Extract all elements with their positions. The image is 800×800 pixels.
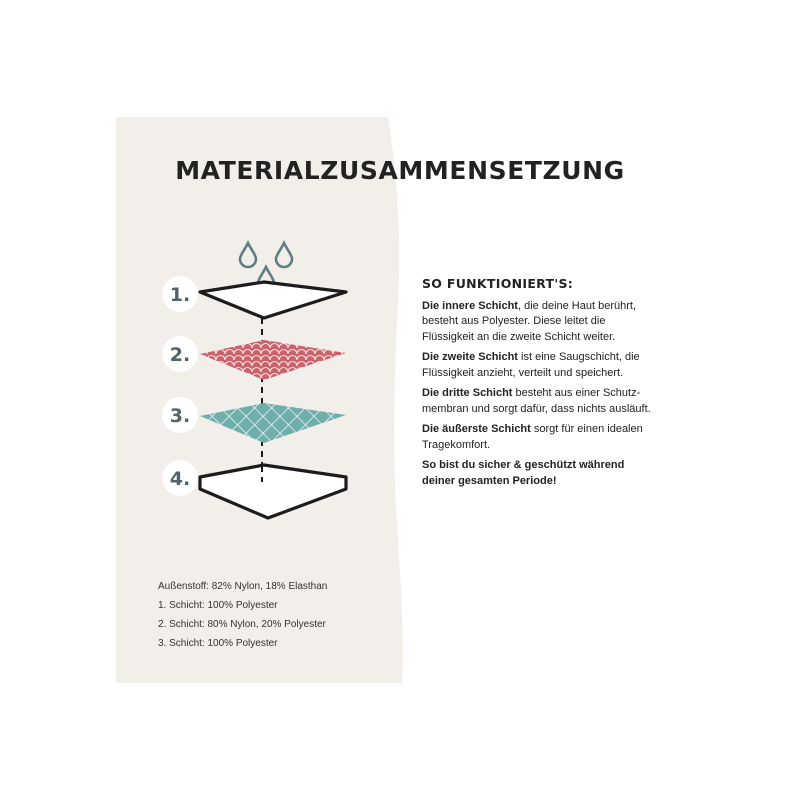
layer-description-text: sorgt für einen idealen Tragekomfort. [422,423,643,451]
layer-3-shape [200,403,346,443]
material-line: 1. Schicht: 100% Polyester [158,600,278,611]
page-title: MATERIALZUSAMMENSETZUNG [175,156,625,185]
water-drop-icon [240,243,256,267]
material-line: 2. Schicht: 80% Nylon, 20% Polyester [158,619,326,630]
layer-description-text: ist eine Saugschicht, die Flüssigkeit anzieht, verteilt und speichert. [422,351,640,379]
layer-description-text: besteht aus einer Schutz-membran und sorgt dafür, dass nichts ausläuft. [422,387,651,415]
layer-description [422,386,658,417]
layer-description [422,299,658,346]
material-list [158,577,327,653]
material-line: 3. Schicht: 100% Polyester [158,638,278,649]
layer-2-shape [200,340,346,380]
layer-4-shape [200,465,346,518]
how-it-works-heading: SO FUNKTIONIERT'S: [422,276,574,291]
layer-description [422,422,658,453]
layer-1-number: 1. [169,284,191,306]
layer-description-title: Die äußerste Schicht [422,423,531,435]
how-it-works-section [422,276,658,489]
layer-1-shape [200,282,346,318]
layer-description-title: Die zweite Schicht [422,351,518,363]
layer-2-number: 2. [169,344,191,366]
layer-description-title: Die innere Schicht [422,299,518,312]
layer-3-number: 3. [169,405,191,427]
layer-description-title: Die dritte Schicht [422,387,513,399]
layer-description [422,350,658,381]
layer-4-number: 4. [169,468,191,490]
closing-statement: So bist du sicher & geschützt während deiner gesamten Periode! [422,459,625,487]
water-drop-icon [276,243,292,267]
material-line: Außenstoff: 82% Nylon, 18% Elasthan [158,581,328,592]
layer-description-text: , die deine Haut berührt, besteht aus Polyester. Diese leitet die Flüssigkeit an die zweite Schicht weiter. [422,299,637,343]
